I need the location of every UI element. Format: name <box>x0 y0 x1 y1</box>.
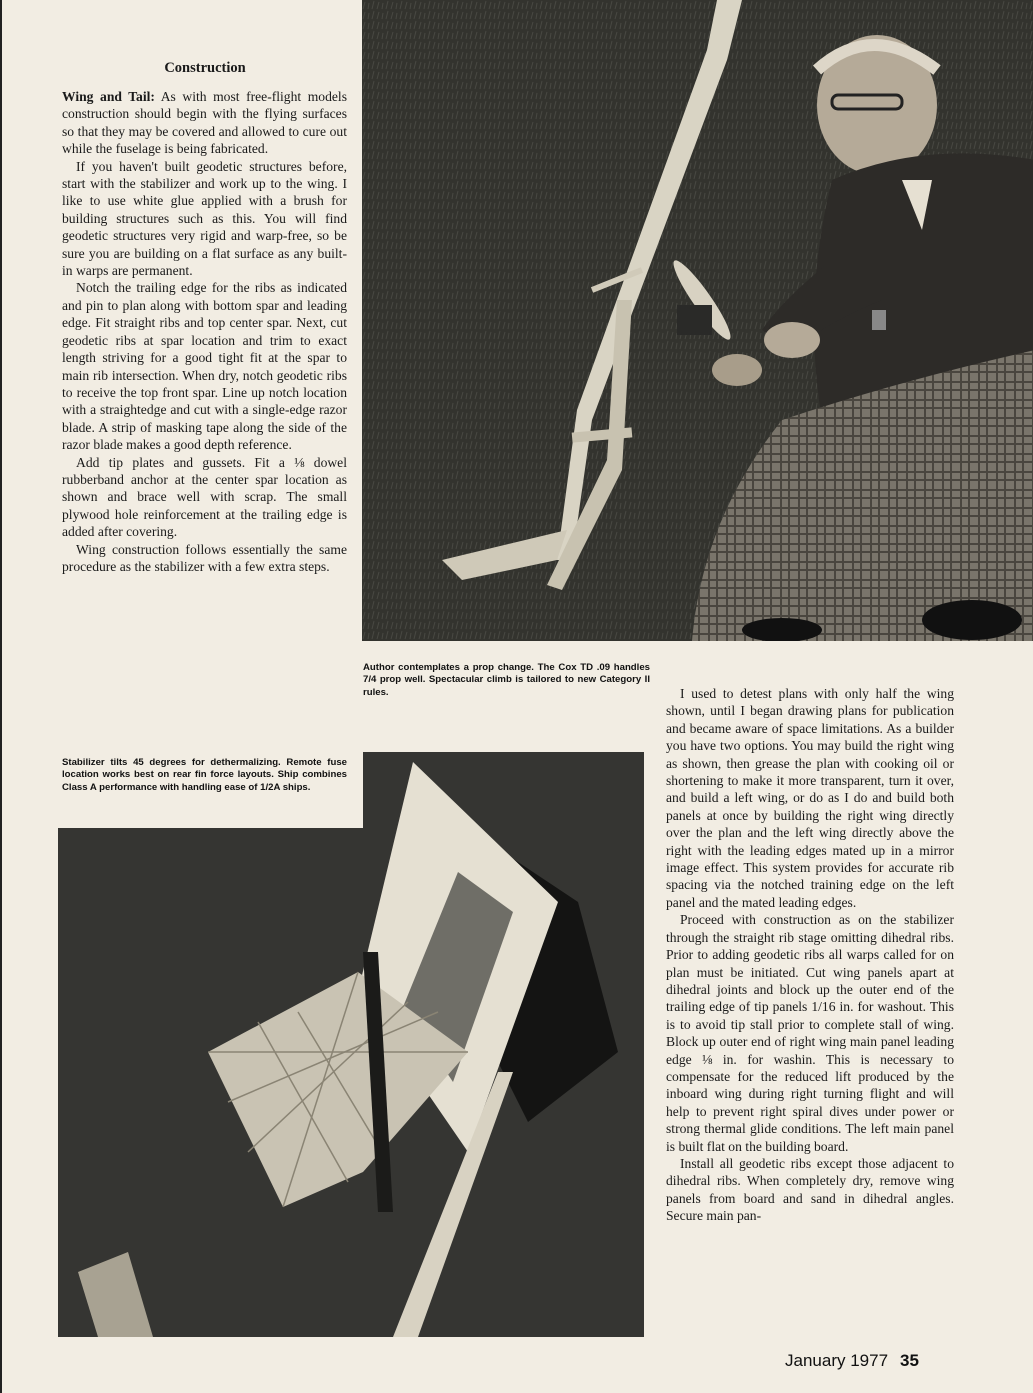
caption-top-photo: Author contemplates a prop change. The Cox TD .09 handles 7/4 prop well. Spectacular climb is tailored to new Category II rules. <box>363 662 650 698</box>
photo-stabilizer <box>58 752 644 1337</box>
paragraph: I used to detest plans with only half the wing shown, until I began drawing plans for publication and became aware of space limitations. As a builder you have two options. You may build the right wing as shown, then grease the plan with cooking oil or shortening to make it more transparent, turn it over, and build a left wing, or do as I do and build both panels at once by building the right wing directly over the plan and the left wing directly above the right with the leading edges mated up in a mirror image effect. This system provides for accurate rib spacing via the notched training edge on the left panel and the mated leading edges. <box>666 686 954 910</box>
photo-author-illustration <box>362 0 1033 641</box>
photo-stabilizer-illustration <box>58 752 644 1337</box>
section-heading: Construction <box>164 60 246 76</box>
caption-bottom-photo: Stabilizer tilts 45 degrees for dethermalizing. Remote fuse location works best on rear fin force layouts. Ship combines Class A performance with handling ease of 1/2A ships. <box>62 757 347 793</box>
paragraph: Install all geodetic ribs except those adjacent to dihedral ribs. When completely dry, remove wing panels from board and sand in dihedral angles. Secure main pan- <box>666 1155 954 1224</box>
paragraph: Add tip plates and gussets. Fit a ⅛ dowel rubberband anchor at the center spar location as shown and brace well with scrap. The small plywood hole reinforcement at the trailing edge is added after covering. <box>62 454 347 540</box>
paragraph: Proceed with construction as on the stabilizer through the straight rib stage omitting dihedral ribs. Prior to adding geodetic ribs all warps called for on plan must be initiated. Cut wing panels apart at dihedral joints and block up the outer end of the trailing edge of tip panels 1/16 in. for washout. This is to avoid tip stall prior to complete stall of wing. Block up outer end of right wing main panel leading edge ⅛ in. for washin. This is necessary to compensate for the reduced lift produced by the inboard wing during right turning flight and will help to prevent right spiral dives under power or strong thermal glide conditions. The left main panel is built flat on the building board. <box>666 912 954 1154</box>
page-footer <box>785 1351 919 1371</box>
paragraph: If you haven't built geodetic structures before, start with the stabilizer and work up to the wing. I like to use white glue applied with a brush for building structures such as this. You will find geodetic structures very rigid and warp-free, so be sure you are building on a flat surface as any built-in warps are permanent. <box>62 158 347 279</box>
paragraph: Wing construction follows essentially the same procedure as the stabilizer with a few extra steps. <box>62 541 347 574</box>
right-column <box>666 685 954 1225</box>
left-column <box>62 88 347 575</box>
paragraph: Notch the trailing edge for the ribs as indicated and pin to plan along with bottom spar and leading edge. Fit straight ribs and top center spar. Next, cut geodetic ribs at spar location and trim to exact length striving for a good tight fit at the spar to main rib intersection. When dry, notch geodetic ribs to receive the top front spar. Line up notch location with a straightedge and cut with a single-edge razor blade. A strip of masking tape along the side of the razor blade makes a good depth reference. <box>62 280 347 453</box>
run-in-heading: Wing and Tail: <box>62 89 155 104</box>
paragraph <box>62 88 347 158</box>
paragraph-text: As with most free-flight models construction should begin with the flying surfaces so that they may be covered and allowed to cure out while the fuselage is being fabricated. <box>62 89 347 157</box>
page-number: 35 <box>900 1351 919 1370</box>
photo-author-with-model <box>362 0 1033 641</box>
issue-date: January 1977 <box>785 1351 889 1370</box>
